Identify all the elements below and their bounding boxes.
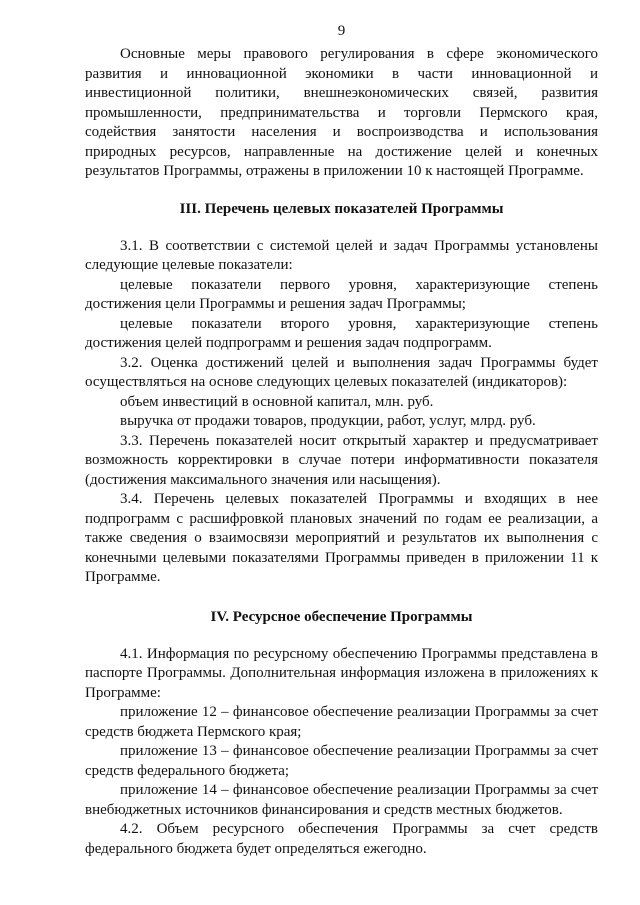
list-item-appendix-13: приложение 13 – финансовое обеспечение реализации Программы за счет средств федерального бюджета; [85, 743, 598, 779]
list-item-appendix-14: приложение 14 – финансовое обеспечение реализации Программы за счет внебюджетных источников финансирования и средств местных бюджетов. [85, 782, 598, 818]
paragraph-3-2: 3.2. Оценка достижений целей и выполнения задач Программы будет осуществляться на основе следующих целевых показателей (индикаторов): [85, 354, 598, 390]
list-item-sales-revenue: выручка от продажи товаров, продукции, работ, услуг, млрд. руб. [120, 413, 536, 429]
list-item-investment-volume: объем инвестиций в основной капитал, млн. руб. [120, 393, 434, 410]
paragraph-4-2: 4.2. Объем ресурсного обеспечения Программы за счет средств федерального бюджета будет определяться ежегодно. [85, 821, 598, 857]
intro-paragraph: Основные меры правового регулирования в сфере экономического развития и инновационной экономики в части инновационной и инвестиционной политики, внешнеэкономических связей, развития промышленности, предпринимательства и торговли Пермского края, содействия занятости населения и воспроизводства и использования природных ресурсов, направленные на достижение целей и конечных результатов Программы, отражены в приложении 10 к настоящей Программе. [85, 46, 598, 179]
paragraph-3-4: 3.4. Перечень целевых показателей Программы и входящих в нее подпрограмм с расшифровкой плановых значений по годам ее реализации, а также сведения о взаимосвязи мероприятий и результатов их выполнения с конечными целевыми показателями Программы приведен в приложении 11 к Программе. [85, 491, 598, 585]
paragraph-3-3: 3.3. Перечень показателей носит открытый характер и предусматривает возможность корректировки в случае потери информативности показателя (достижения максимального значения или насыщения). [85, 432, 598, 488]
paragraph-3-1: 3.1. В соответствии с системой целей и задач Программы установлены следующие целевые показатели: [85, 237, 598, 273]
document-page [85, 22, 598, 859]
section-4-heading: IV. Ресурсное обеспечение Программы [210, 608, 473, 625]
list-item-appendix-12: приложение 12 – финансовое обеспечение реализации Программы за счет средств бюджета Пермского края; [85, 704, 598, 740]
section-3-heading: III. Перечень целевых показателей Программы [179, 200, 504, 217]
paragraph-4-1: 4.1. Информация по ресурсному обеспечению Программы представлена в паспорте Программы. Дополнительная информация изложена в приложениях к Программе: [85, 645, 598, 701]
list-item-second-level-indicators: целевые показатели второго уровня, характеризующие степень достижения целей подпрограмм и решения задач подпрограмм. [85, 315, 598, 351]
page-number: 9 [337, 23, 346, 39]
list-item-first-level-indicators: целевые показатели первого уровня, характеризующие степень достижения цели Программы и решения задач Программы; [85, 276, 598, 312]
